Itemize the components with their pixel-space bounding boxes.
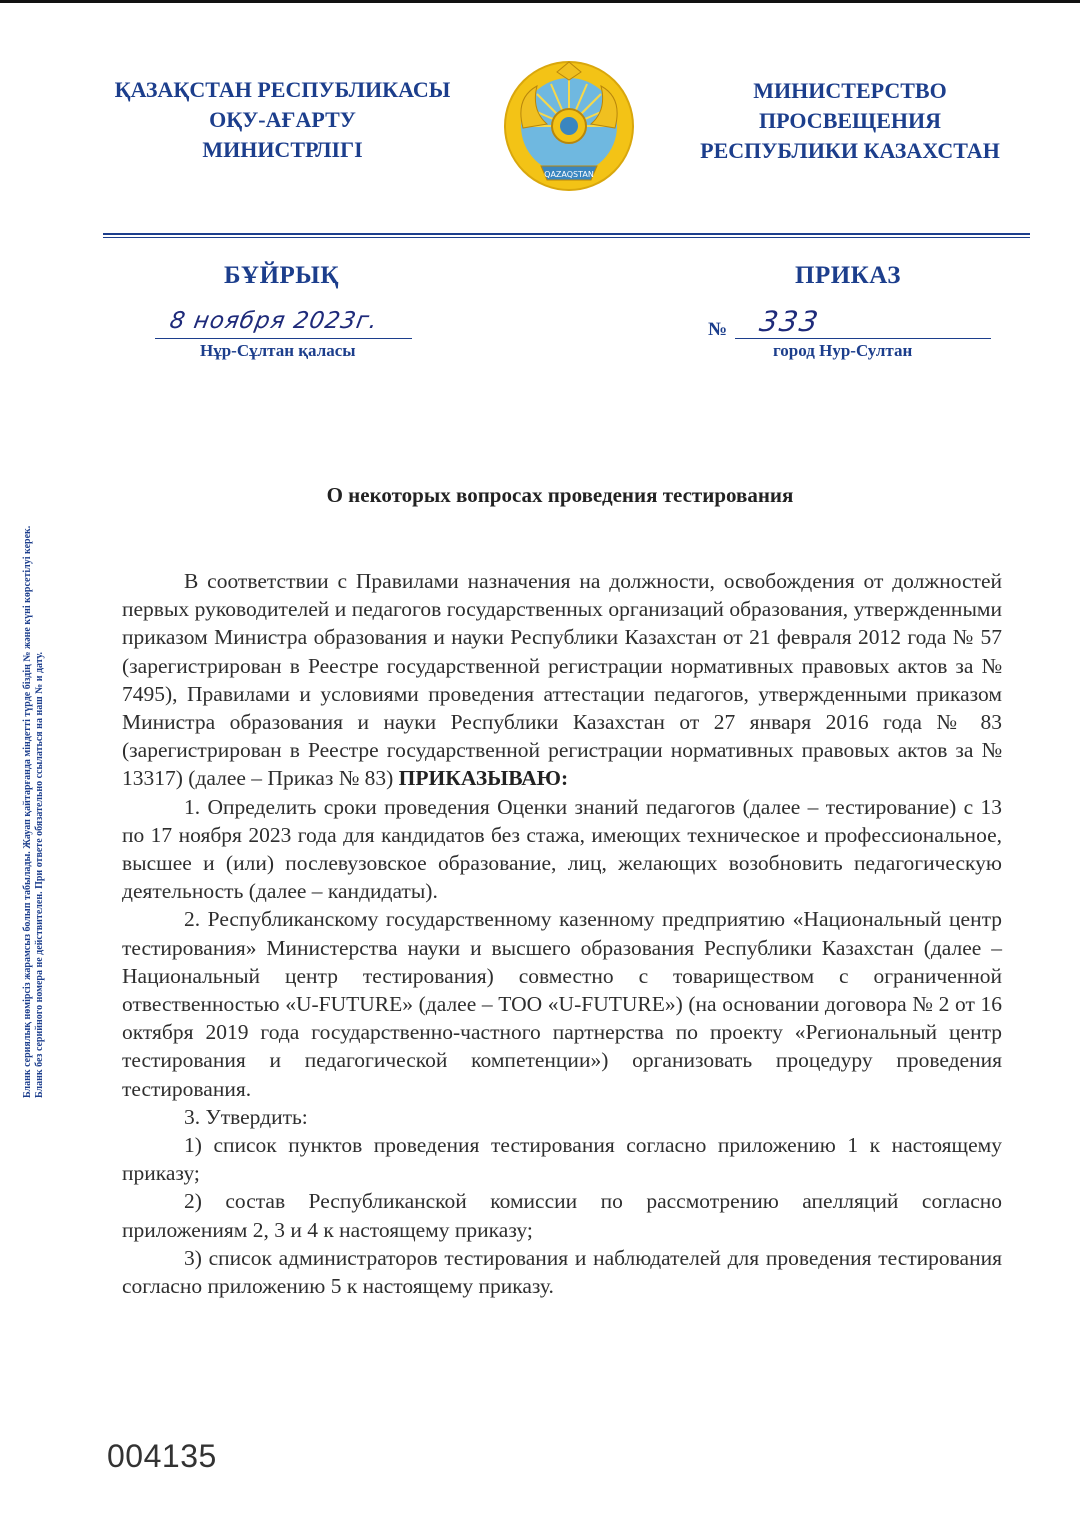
header-divider-thin [103, 237, 1030, 238]
number-underline [735, 338, 991, 339]
header-divider [103, 233, 1030, 235]
date-underline [155, 338, 412, 339]
ministry-name-kz-line2: ОҚУ-АҒАРТУ [209, 107, 356, 132]
blank-disclaimer-ru: Бланк без серийного номера не действителен. При ответе обязательно ссылаться на наш № и дату. [34, 651, 45, 1098]
item-1-paragraph: 1. Определить сроки проведения Оценки знаний педагогов (далее – тестирование) с 13 по 17 ноября 2023 года для кандидатов без стажа, имеющих техническое и профессиональное, высшее и (или) послевузовское образование, лиц, желающих возобновить педагогическую деятельность (далее – кандидаты). [122, 794, 1002, 904]
blank-disclaimer-kz: Бланк сериялық нөмірсіз жарамсыз болып табылады. Жауап қайтарғанда міндетті түрде біздің № және күні көрсетілуі керек. [22, 525, 33, 1098]
ministry-name-ru [685, 76, 1015, 166]
handwritten-number: 333 [757, 305, 823, 338]
ministry-name-kz-line1: ҚАЗАҚСТАН РЕСПУБЛИКАСЫ [114, 77, 451, 102]
blank-serial-number: 004135 [107, 1438, 217, 1474]
city-kz: Нұр-Сұлтан қаласы [200, 341, 356, 360]
item-3-3-paragraph: 3) список администраторов тестирования и наблюдателей для проведения тестирования согласно приложению 5 к настоящему приказу. [122, 1245, 1002, 1299]
city-ru: город Нур-Султан [773, 341, 913, 360]
ministry-name-kz [95, 75, 470, 165]
number-sign: № [708, 319, 728, 340]
svg-text:QAZAQSTAN: QAZAQSTAN [544, 170, 594, 179]
item-2-paragraph: 2. Республиканскому государственному казенному предприятию «Национальный центр тестирования» Министерства науки и высшего образования Республики Казахстан (далее – Национальный центр тестирования) совместно с товариществом с ограниченной отвественностью «U-FUTURE» (далее – ТОО «U-FUTURE») (на основании договора № 2 от 16 октября 2019 года государственно-частного партнерства по проекту «Региональный центр тестирования и педагогической компетенции») организовать процедуру проведения тестирования. [122, 907, 1002, 1101]
document-title: О некоторых вопросах проведения тестирования [326, 483, 794, 507]
page-top-edge [0, 0, 1080, 3]
ministry-name-kz-line3: МИНИСТРЛІГІ [202, 137, 363, 162]
item-3-paragraph: 3. Утвердить: [184, 1104, 308, 1129]
doc-type-ru: ПРИКАЗ [795, 262, 901, 289]
blank-disclaimer [22, 428, 46, 1098]
ministry-name-ru-line3: РЕСПУБЛИКИ КАЗАХСТАН [700, 138, 1000, 163]
preamble-text: В соответствии с Правилами назначения на должности, освобождения от должностей первых руководителей и педагогов государственных организаций образования, утвержденными приказом Министра образования и науки Республики Казахстан от 21 февраля 2012 года № 57 (зарегистрирован в Реестре государственной регистрации нормативных правовых актов за № 7495), Правилами и условиями проведения аттестации педагогов, утвержденными приказом Министра образования и науки Республики Казахстан от 27 января 2016 года № 83 (зарегистрирован в Реестре государственной регистрации нормативных правовых актов за № 13317) (далее – Приказ № 83) [122, 569, 1002, 791]
preamble-paragraph [122, 567, 1002, 793]
state-emblem-icon [501, 58, 637, 198]
document-body [122, 567, 1002, 1300]
item-3-1-paragraph: 1) список пунктов проведения тестирования согласно приложению 1 к настоящему приказу; [122, 1133, 1002, 1186]
item-3-2-paragraph: 2) состав Республиканской комиссии по рассмотрению апелляций согласно приложениям 2, 3 и 4 к настоящему приказу; [122, 1189, 1002, 1242]
ministry-name-ru-line2: ПРОСВЕЩЕНИЯ [759, 108, 941, 133]
doc-type-kz: БҰЙРЫҚ [224, 262, 339, 289]
order-word: ПРИКАЗЫВАЮ: [398, 766, 569, 791]
ministry-name-ru-line1: МИНИСТЕРСТВО [753, 78, 947, 103]
handwritten-date: 8 ноября 2023г. [167, 308, 381, 334]
